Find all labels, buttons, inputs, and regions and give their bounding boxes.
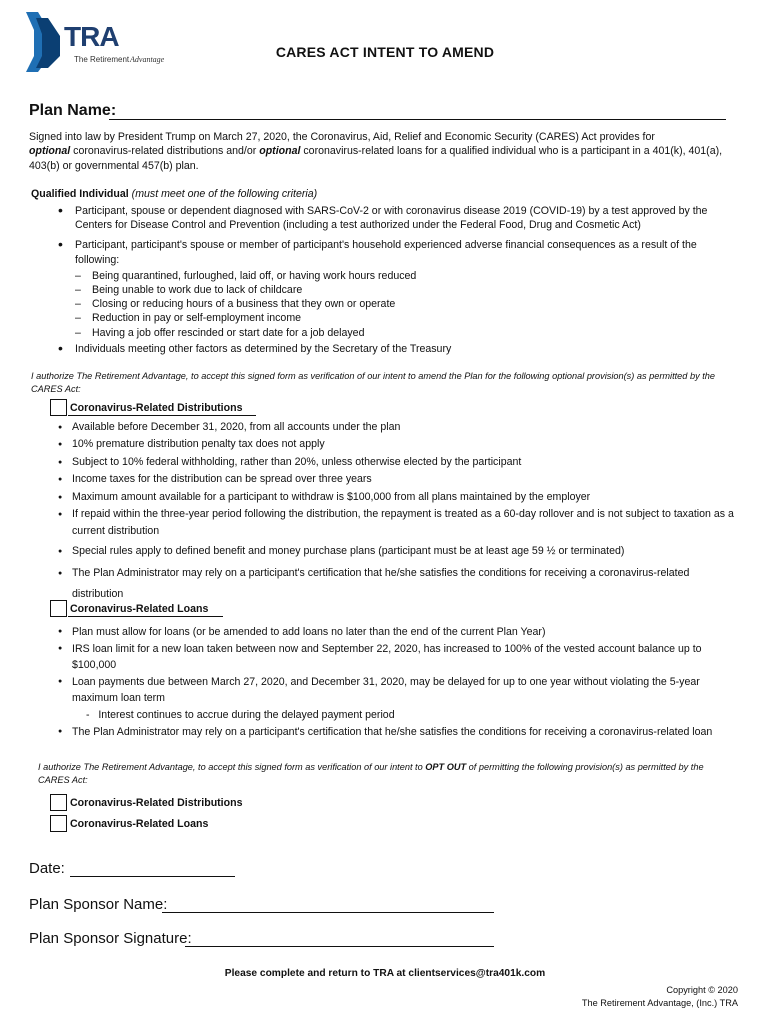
- sponsor-name-label: Plan Sponsor Name:: [29, 896, 168, 913]
- qualified-label: Qualified Individual: [31, 188, 129, 200]
- crl-label-underline: [68, 616, 223, 617]
- sponsor-signature-label: Plan Sponsor Signature:: [29, 930, 192, 947]
- crd-bullet: ● If repaid within the three-year period following the distribution, the repayment is treated as a 60-day rollover and is not subject to taxation as a current distribution: [58, 506, 738, 541]
- crl-bullet: ● IRS loan limit for a new loan taken between now and September 22, 2020, has increased to 100% of the vested account balance up to $100,000: [58, 641, 738, 674]
- crl-bullet: ● Plan must allow for loans (or be amended to add loans no later than the end of the current Plan Year): [58, 624, 738, 641]
- sub-criteria-item: – Having a job offer rescinded or start date for a job delayed: [75, 326, 365, 339]
- crl-bullets: [58, 624, 738, 740]
- logo-tagline: The Retirement: [74, 55, 130, 64]
- criteria-list: [58, 204, 738, 362]
- intro-optional-2: optional: [259, 145, 301, 158]
- crl-label: Coronavirus-Related Loans: [70, 603, 209, 615]
- optout-crl-label: Coronavirus-Related Loans: [70, 818, 209, 830]
- crd-bullet: ● Available before December 31, 2020, from all accounts under the plan: [58, 419, 738, 436]
- copyright-company: The Retirement Advantage, (Inc.) TRA: [581, 997, 738, 1008]
- optout-crd-checkbox[interactable]: [50, 794, 67, 811]
- crd-bullet: ● The Plan Administrator may rely on a participant's certification that he/she satisfies the conditions for receiving a coronavirus-related distribution: [58, 563, 738, 605]
- crl-checkbox[interactable]: [50, 600, 67, 617]
- intro-text-2: coronavirus-related distributions and/or: [70, 145, 260, 158]
- crd-bullet: ● Subject to 10% federal withholding, rather than 20%, unless otherwise elected by the participant: [58, 454, 738, 471]
- qualified-note: (must meet one of the following criteria): [131, 188, 318, 200]
- intro-text-1: Signed into law by President Trump on March 27, 2020, the Coronavirus, Aid, Relief and Economic Security (CARES) Act provides for: [29, 131, 655, 143]
- logo-wordmark: TRA: [64, 21, 119, 52]
- crl-bullet: ● The Plan Administrator may rely on a participant's certification that he/she satisfies the conditions for receiving a coronavirus-related loan: [58, 724, 738, 741]
- tra-logo: [24, 12, 180, 74]
- crd-label-underline: [68, 415, 256, 416]
- optout-crl-checkbox[interactable]: [50, 815, 67, 832]
- crd-checkbox[interactable]: [50, 399, 67, 416]
- crd-label: Coronavirus-Related Distributions: [70, 402, 243, 414]
- crd-bullet: ● Income taxes for the distribution can be spread over three years: [58, 471, 738, 488]
- crd-bullet: ● Maximum amount available for a participant to withdraw is $100,000 from all plans maintained by the employer: [58, 489, 738, 506]
- authorization-text-amend: I authorize The Retirement Advantage, to accept this signed form as verification of our intent to amend the Plan for the following optional provision(s) as permitted by the CARES Act:: [31, 371, 715, 394]
- crl-sub-bullet: - Interest continues to accrue during the delayed payment period: [86, 708, 395, 721]
- criteria-item: • Participant, spouse or dependent diagnosed with SARS-CoV-2 or with coronavirus disease 2019 (COVID-19) by a test approved by the Centers for Disease Control and Prevention (including a test authorized under the Federal Food, Drug and Cosmetic Act): [58, 204, 738, 232]
- intro-optional-1: optional: [29, 145, 71, 158]
- sub-criteria-item: – Closing or reducing hours of a business that they own or operate: [75, 298, 396, 311]
- criteria-item: • Individuals meeting other factors as determined by the Secretary of the Treasury: [58, 342, 738, 356]
- crd-bullets: [58, 419, 738, 605]
- sub-criteria-item: – Reduction in pay or self-employment income: [75, 312, 302, 325]
- plan-name-label: Plan Name:: [29, 102, 117, 119]
- crd-bullet: ● Special rules apply to defined benefit and money purchase plans (participant must be at least age 59 ½ or terminated): [58, 543, 738, 560]
- date-label: Date:: [29, 860, 65, 877]
- copyright: [582, 984, 738, 1009]
- logo-tagline-script: Advantage: [130, 55, 165, 64]
- sub-criteria-item: – Being unable to work due to lack of childcare: [75, 284, 303, 297]
- plan-name-field[interactable]: [109, 119, 726, 120]
- copyright-line: Copyright © 2020: [666, 985, 738, 995]
- sponsor-name-field[interactable]: [162, 912, 494, 913]
- criteria-item-text: Participant, participant's spouse or member of participant's household experienced adverse financial consequences as a result of the following:: [75, 239, 697, 266]
- optout-crd-label: Coronavirus-Related Distributions: [70, 797, 243, 809]
- sub-criteria-item: – Being quarantined, furloughed, laid off, or having work hours reduced: [75, 269, 417, 282]
- intro-paragraph: [29, 130, 741, 173]
- crl-bullet: ● Loan payments due between March 27, 2020, and December 31, 2020, may be delayed for up to one year without violating the 5-year maximum loan term: [58, 674, 738, 707]
- criteria-item: [58, 238, 738, 339]
- footer-instructions: Please complete and return to TRA at clientservices@tra401k.com: [224, 968, 546, 979]
- page-title: CARES ACT INTENT TO AMEND: [275, 44, 495, 60]
- sponsor-signature-field[interactable]: [185, 946, 494, 947]
- date-field[interactable]: [70, 876, 235, 877]
- qualified-individual-heading: [31, 188, 317, 200]
- crd-bullet: ● 10% premature distribution penalty tax does not apply: [58, 436, 738, 453]
- intro-text-3: coronavirus-related loans for a qualified individual who is a participant in a 401(k), 401(a), 403(b) or governmental 457(b) plan.: [29, 145, 723, 172]
- authorization-text-optout: I authorize The Retirement Advantage, to accept this signed form as verification of our intent to OPT OUT of permitting the following provision(s) as permitted by the CARES Act:: [38, 762, 704, 785]
